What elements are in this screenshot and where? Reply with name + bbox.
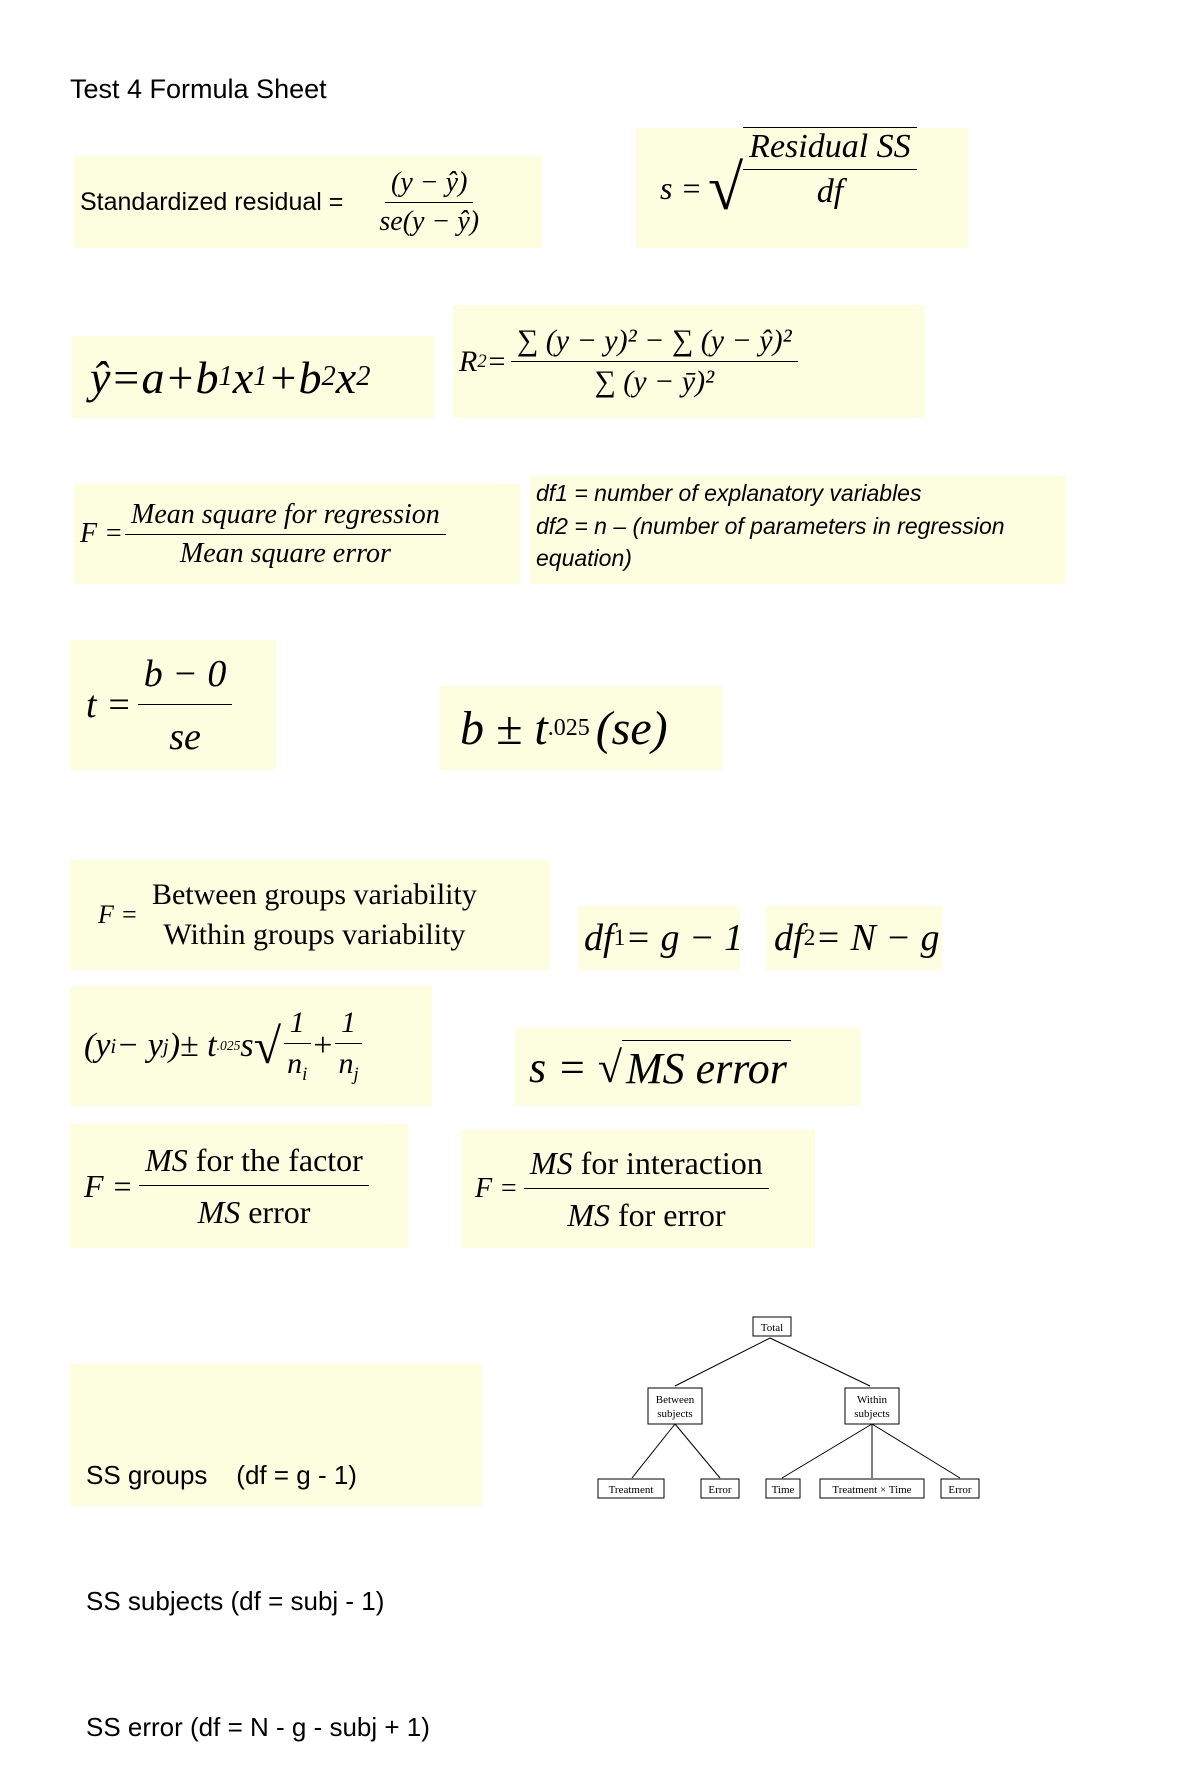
tree-leaf-error: Error xyxy=(708,1484,732,1496)
f-inter-denominator: for error xyxy=(609,1196,726,1233)
diff-frac2-sub: j xyxy=(353,1064,359,1085)
std-resid-numerator: (y − ŷ) xyxy=(385,167,473,203)
f-anova-formula xyxy=(70,860,550,970)
df1-sub: 1 xyxy=(613,924,626,951)
mean-difference-ci-formula xyxy=(70,986,432,1106)
f-reg-lhs: F = xyxy=(80,518,123,549)
diff-sub-t: .025 xyxy=(216,1038,241,1053)
diff-frac2-num: 1 xyxy=(335,1006,362,1044)
tree-leaf-treatment: Treatment xyxy=(608,1484,654,1496)
diff-pm-t: )± t xyxy=(168,1027,217,1064)
r2-sup: 2 xyxy=(477,350,487,372)
f-inter-numerator: for interaction xyxy=(572,1144,763,1181)
r-squared-formula xyxy=(453,305,925,418)
f-inter-lhs: F = xyxy=(475,1173,518,1204)
f-groups-numerator: Between groups variability xyxy=(151,878,477,911)
confidence-interval-formula xyxy=(440,686,722,770)
t-numerator: b − 0 xyxy=(138,652,233,705)
sum-of-squares-list xyxy=(70,1364,482,1742)
diff-frac1-den: n xyxy=(287,1047,303,1080)
diff-lhs: (y xyxy=(84,1027,111,1064)
ms-lhs: s = √ xyxy=(529,1042,622,1092)
diff-sub-i: i xyxy=(110,1033,117,1058)
ci-b-t: b ± t xyxy=(460,701,548,755)
x2: x xyxy=(335,351,357,403)
pooled-sd-formula xyxy=(515,1028,861,1106)
f-factor-num-ms: MS xyxy=(145,1141,188,1178)
f-factor-numerator: for the factor xyxy=(187,1141,363,1178)
degrees-of-freedom-text xyxy=(530,476,1066,584)
f-factor-denominator: error xyxy=(240,1193,311,1230)
residual-standard-deviation-formula xyxy=(636,128,968,248)
f-inter-num-ms: MS xyxy=(530,1144,573,1181)
f-groups-lhs: F = xyxy=(98,900,138,929)
tree-total: Total xyxy=(760,1322,784,1334)
ci-sub: .025 xyxy=(547,714,590,741)
tree-leaf-treatment-time: Treatment × Time xyxy=(832,1484,912,1496)
tree-between-1: Between xyxy=(655,1394,695,1406)
f-regression-formula xyxy=(74,484,520,584)
f-reg-numerator: Mean square for regression xyxy=(125,499,446,535)
variance-partition-tree xyxy=(580,1300,1000,1510)
ss-groups: SS groups (df = g - 1) xyxy=(86,1460,357,1490)
diff-s: s xyxy=(240,1027,254,1064)
t-lhs: t = xyxy=(86,684,132,726)
ci-se: (se) xyxy=(595,701,668,755)
s-lhs: s = xyxy=(660,169,703,206)
tree-edge xyxy=(675,1424,720,1478)
yhat-text: ŷ=a+b xyxy=(90,351,219,403)
r2-r: R xyxy=(459,344,478,378)
b1-sub: 1 xyxy=(218,361,233,392)
f-factor-formula xyxy=(70,1124,408,1248)
sqrt-symbol: √ xyxy=(708,152,744,223)
std-resid-denominator: se(y − ŷ) xyxy=(379,205,480,237)
s-numerator: Residual SS xyxy=(743,128,916,170)
diff-plus: + xyxy=(313,1027,333,1064)
df1-rest: = g − 1 xyxy=(625,917,744,959)
ss-subjects: SS subjects (df = subj - 1) xyxy=(86,1586,385,1616)
df1-line: df1 = number of explanatory variables xyxy=(536,480,922,506)
diff-frac1-num: 1 xyxy=(284,1006,311,1044)
tree-edge xyxy=(770,1338,870,1386)
ss-error: SS error (df = N - g - subj + 1) xyxy=(86,1712,430,1742)
df1-formula xyxy=(578,906,744,970)
tree-within-2: subjects xyxy=(854,1408,890,1420)
r2-denominator: ∑ (y − ȳ)² xyxy=(594,365,715,398)
tree-within-1: Within xyxy=(856,1394,888,1406)
df2-rest: = N − g xyxy=(815,917,940,959)
t-denominator: se xyxy=(169,715,201,758)
f-inter-den-ms: MS xyxy=(567,1196,610,1233)
f-interaction-formula xyxy=(461,1130,815,1248)
r2-numerator: ∑ (y − y)² − ∑ (y − ŷ)² xyxy=(511,324,798,362)
diff-sqrt: √ xyxy=(253,1018,282,1074)
b2-sub: 2 xyxy=(321,361,336,392)
diff-mid: − y xyxy=(116,1027,163,1064)
tree-edge xyxy=(675,1338,770,1386)
x1: x xyxy=(232,351,254,403)
regression-equation xyxy=(72,336,434,418)
tree-leaf-error-2: Error xyxy=(948,1484,972,1496)
diff-frac2-den: n xyxy=(338,1047,354,1080)
standardized-residual-formula xyxy=(74,156,542,248)
page-title: Test 4 Formula Sheet xyxy=(70,74,327,104)
df2-line: df2 = n – (number of parameters in regression equation) xyxy=(536,513,1005,571)
s-denominator: df xyxy=(816,173,844,210)
f-reg-denominator: Mean square error xyxy=(179,537,391,569)
x2-sub: 2 xyxy=(356,361,371,392)
df1-df: df xyxy=(584,917,614,959)
tree-between-2: subjects xyxy=(657,1408,693,1420)
tree-edge xyxy=(632,1424,675,1478)
df2-formula xyxy=(766,906,942,970)
plus-b2: +b xyxy=(267,351,322,403)
tree-edge xyxy=(872,1424,960,1478)
f-factor-lhs: F = xyxy=(84,1167,134,1204)
std-resid-label: Standardized residual = xyxy=(80,187,344,216)
tree-leaf-time: Time xyxy=(771,1484,795,1496)
df2-sub: 2 xyxy=(803,924,816,951)
df2-df: df xyxy=(774,917,804,959)
diff-sub-j: j xyxy=(162,1033,169,1058)
diff-frac1-sub: i xyxy=(302,1064,308,1085)
f-factor-den-ms: MS xyxy=(197,1193,241,1230)
t-statistic-formula xyxy=(70,640,276,770)
ms-rhs: MS error xyxy=(622,1040,791,1094)
x1-sub: 1 xyxy=(253,361,268,392)
f-groups-denominator: Within groups variability xyxy=(163,918,466,951)
tree-edge xyxy=(782,1424,872,1478)
r2-eq: = xyxy=(486,344,507,378)
